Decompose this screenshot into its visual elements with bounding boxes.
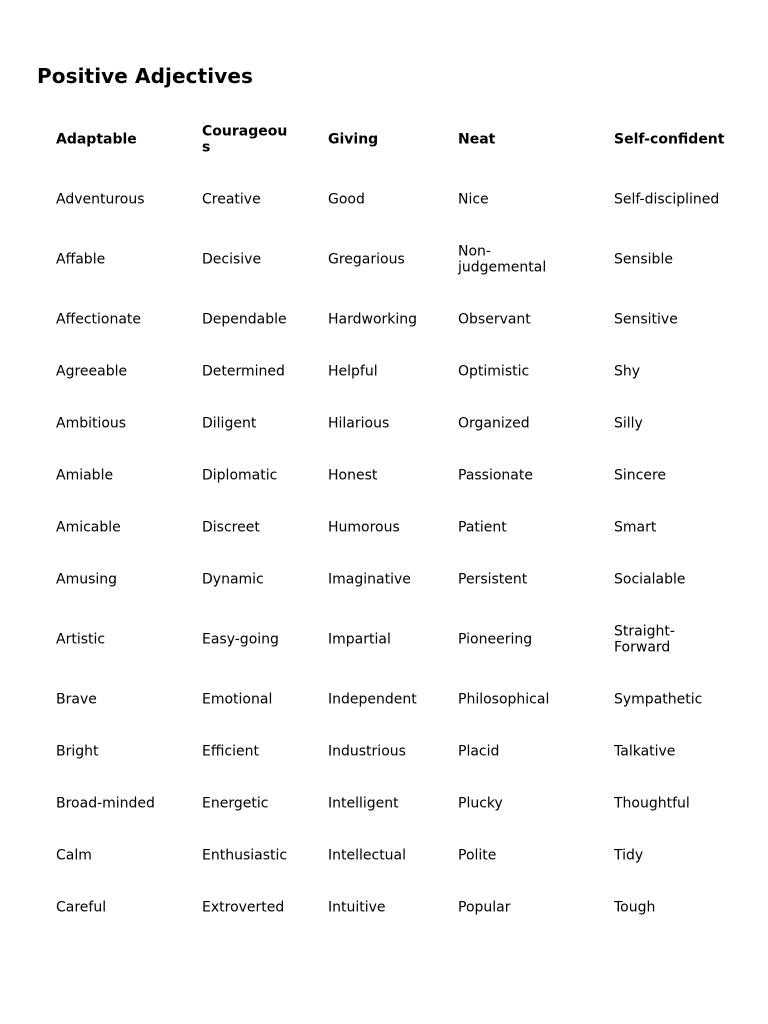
table-cell: Talkative [614,743,676,760]
column-header: Adaptable [56,131,137,148]
table-cell: Humorous [328,519,400,536]
table-cell: Brave [56,691,97,708]
table-cell: Non- judgemental [458,243,547,275]
table-cell: Patient [458,519,507,536]
table-cell: Smart [614,519,657,536]
table-cell: Energetic [202,795,269,812]
table-cell: Thoughtful [614,795,690,812]
column-header: Courageous [202,123,288,155]
table-cell: Optimistic [458,363,530,380]
table-cell: Careful [56,899,107,916]
table-cell: Helpful [328,363,378,380]
table-cell: Sincere [614,467,667,484]
table-cell: Pioneering [458,631,533,648]
table-cell: Decisive [202,251,262,268]
table-cell: Placid [458,743,500,760]
table-cell: Efficient [202,743,259,760]
column-header: Self-confident [614,131,725,148]
table-cell: Determined [202,363,285,380]
table-cell: Good [328,191,365,208]
column-header: Neat [458,131,496,148]
page-title: Positive Adjectives [37,64,254,88]
table-cell: Philosophical [458,691,550,708]
table-cell: Calm [56,847,92,864]
table-cell: Observant [458,311,531,328]
table-cell: Shy [614,363,641,380]
table-cell: Silly [614,415,643,432]
table-cell: Adventurous [56,191,145,208]
table-cell: Creative [202,191,261,208]
table-cell: Affable [56,251,106,268]
table-cell: Intellectual [328,847,407,864]
table-cell: Sensible [614,251,673,268]
table-cell: Popular [458,899,511,916]
table-cell: Industrious [328,743,406,760]
table-cell: Ambitious [56,415,127,432]
table-cell: Intelligent [328,795,399,812]
table-cell: Enthusiastic [202,847,288,864]
table-cell: Straight- Forward [614,623,675,655]
table-cell: Tough [614,899,656,916]
table-cell: Affectionate [56,311,142,328]
table-cell: Bright [56,743,99,760]
table-cell: Broad-minded [56,795,155,812]
table-cell: Amiable [56,467,114,484]
table-cell: Passionate [458,467,533,484]
table-cell: Honest [328,467,378,484]
table-cell: Extroverted [202,899,285,916]
table-cell: Dependable [202,311,287,328]
table-cell: Imaginative [328,571,411,588]
table-cell: Sympathetic [614,691,703,708]
table-cell: Polite [458,847,497,864]
table-cell: Agreeable [56,363,128,380]
table-cell: Self-disciplined [614,191,720,208]
table-cell: Intuitive [328,899,386,916]
column-header: Giving [328,131,379,148]
table-cell: Nice [458,191,489,208]
table-cell: Diplomatic [202,467,278,484]
table-cell: Discreet [202,519,260,536]
table-cell: Gregarious [328,251,405,268]
table-cell: Organized [458,415,530,432]
table-cell: Hardworking [328,311,418,328]
table-cell: Dynamic [202,571,264,588]
table-cell: Hilarious [328,415,390,432]
table-cell: Amicable [56,519,121,536]
table-cell: Easy-going [202,631,279,648]
table-cell: Persistent [458,571,528,588]
table-cell: Sensitive [614,311,678,328]
table-cell: Tidy [614,847,644,864]
table-cell: Independent [328,691,417,708]
table-cell: Socialable [614,571,686,588]
table-cell: Artistic [56,631,106,648]
table-cell: Amusing [56,571,118,588]
table-cell: Emotional [202,691,273,708]
table-cell: Plucky [458,795,503,812]
table-cell: Impartial [328,631,391,648]
table-cell: Diligent [202,415,257,432]
